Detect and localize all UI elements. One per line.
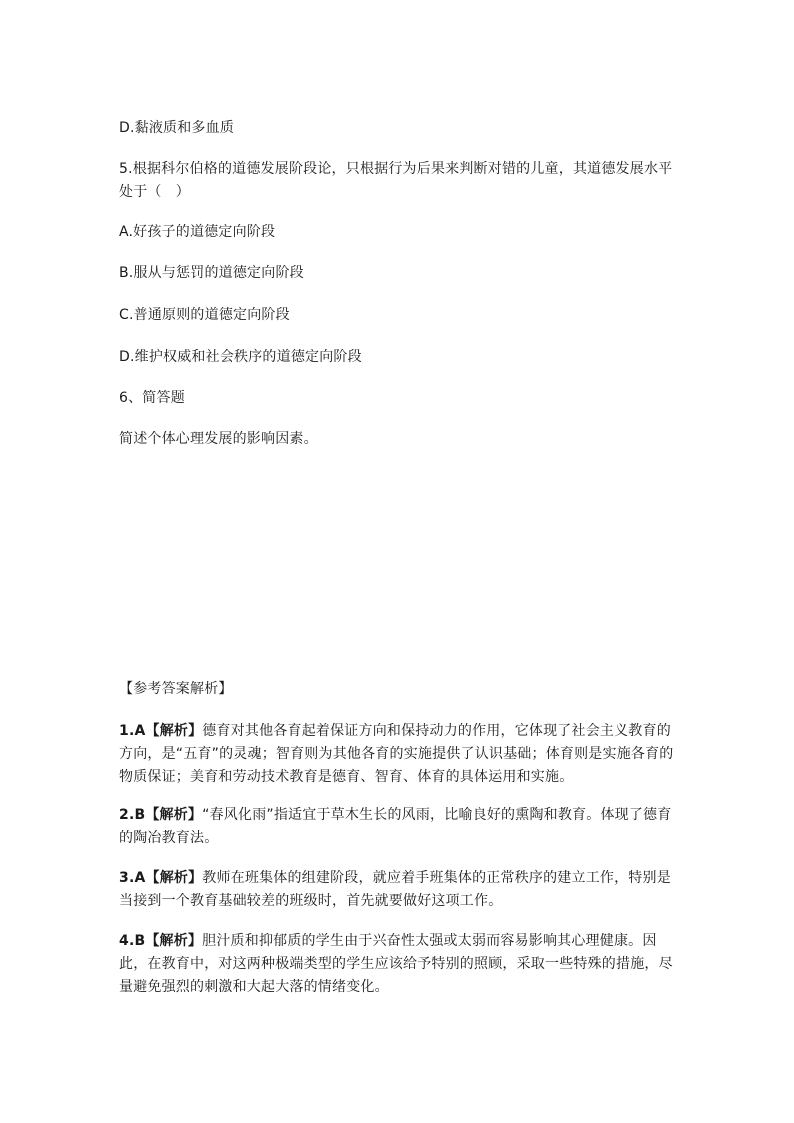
question5-stem: 5.根据科尔伯格的道德发展阶段论，只根据行为后果来判断对错的儿童，其道德发展水平处于（ ）	[119, 161, 673, 200]
answer-item-2-text: “春风化雨”指适宜于草木生长的风雨，比喻良好的熏陶和教育。体现了德育的陶冶教育法。	[119, 807, 672, 846]
question5-option-d: D.维护权威和社会秩序的道德定向阶段	[119, 349, 362, 365]
section6-prompt: 简述个体心理发展的影响因素。	[119, 431, 318, 447]
answer-item-3	[119, 867, 675, 913]
answer-item-3-text: 教师在班集体的组建阶段，就应着手班集体的正常秩序的建立工作，特别是当接到一个教育基础较差的班级时，首先就要做好这项工作。	[119, 870, 671, 909]
section6-heading: 6、简答题	[119, 390, 185, 406]
question5-option-c: C.普通原则的道德定向阶段	[119, 307, 290, 323]
answer-item-4-label: 4.B【解析】	[119, 933, 203, 949]
answer-item-1	[119, 720, 675, 789]
question4-option-d: D.黏液质和多血质	[119, 120, 235, 136]
answer-item-2	[119, 804, 675, 850]
answer-item-3-label: 3.A【解析】	[119, 870, 203, 886]
answer-item-2-label: 2.B【解析】	[119, 807, 203, 823]
answer-item-4-text: 胆汁质和抑郁质的学生由于兴奋性太强或太弱而容易影响其心理健康。因此，在教育中，对这两种极端类型的学生应该给予特别的照顾，采取一些特殊的措施，尽量避免强烈的刺激和大起大落的情绪变化。	[119, 933, 673, 995]
answer-item-1-text: 德育对其他各育起着保证方向和保持动力的作用，它体现了社会主义教育的方向，是“五育”的灵魂；智育则为其他各育的实施提供了认识基础；体育则是实施各育的物质保证；美育和劳动技术教育是德育、智育、体育的具体运用和实施。	[119, 723, 674, 785]
question5-option-a: A.好孩子的道德定向阶段	[119, 224, 276, 240]
question5-option-b: B.服从与惩罚的道德定向阶段	[119, 265, 304, 281]
answers-heading: 【参考答案解析】	[119, 681, 233, 697]
answer-item-4	[119, 930, 675, 999]
answer-item-1-label: 1.A【解析】	[119, 723, 203, 739]
